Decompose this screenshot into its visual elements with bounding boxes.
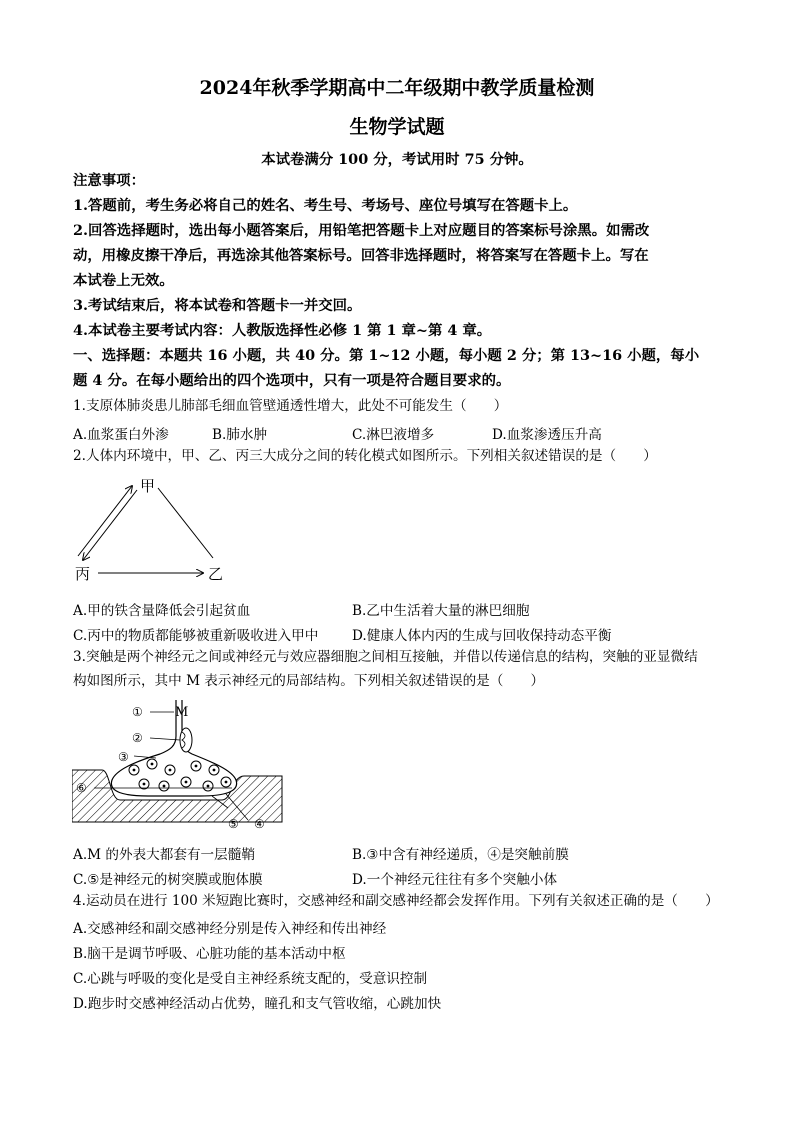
marker-1: ① <box>132 705 143 719</box>
marker-2: ② <box>132 731 143 745</box>
option-a: A.甲的铁含量降低会引起贫血 <box>73 603 251 619</box>
option-c: C.心跳与呼吸的变化是受自主神经系统支配的，受意识控制 <box>73 971 428 987</box>
option-d: D.血浆渗透压升高 <box>492 427 602 443</box>
note-line: 2.回答选择题时，选出每小题答案后，用铅笔把答题卡上对应题目的答案标号涂黑。如需改 <box>73 222 650 239</box>
option-c: C.⑤是神经元的树突膜或胞体膜 <box>73 872 263 888</box>
marker-6: ⑥ <box>76 781 87 795</box>
node-yi: 乙 <box>208 565 224 583</box>
label-m: M <box>175 705 189 720</box>
subject-title: 生物学试题 <box>349 116 445 138</box>
option-d: D.跑步时交感神经活动占优势，瞳孔和支气管收缩，心跳加快 <box>73 996 442 1012</box>
section-heading: 一、选择题：本题共 16 小题，共 40 分。第 1~12 小题，每小题 2 分；第 13~16 小题，每小 <box>73 347 700 364</box>
marker-3: ③ <box>118 750 129 764</box>
node-jia: 甲 <box>140 477 156 495</box>
question-stem: 4.运动员在进行 100 米短跑比赛时，交感神经和副交感神经都会发挥作用。下列有关叙述正确的是（ ） <box>73 893 719 909</box>
note-line: 1.答题前，考生务必将自己的姓名、考生号、考场号、座位号填写在答题卡上。 <box>73 197 578 214</box>
arrow-jia-to-bing <box>83 490 137 560</box>
note-line: 3.考试结束后，将本试卷和答题卡一并交回。 <box>73 297 362 314</box>
option-b: B.脑干是调节呼吸、心脏功能的基本活动中枢 <box>73 946 346 962</box>
option-c: C.淋巴液增多 <box>352 427 435 443</box>
arrow-bing-to-jia <box>78 486 132 556</box>
exam-info: 本试卷满分 100 分，考试用时 75 分钟。 <box>261 151 533 168</box>
question-stem: 1.支原体肺炎患儿肺部毛细血管壁通透性增大，此处不可能发生（ ） <box>73 398 508 414</box>
synapse-diagram <box>72 700 284 838</box>
question-stem: 3.突触是两个神经元之间或神经元与效应器细胞之间相互接触，并借以传递信息的结构，突触的亚显微结 <box>73 649 698 665</box>
note-line: 动，用橡皮擦干净后，再选涂其他答案标号。回答非选择题时，将答案写在答题卡上。写在 <box>73 247 649 264</box>
section-heading: 题 4 分。在每小题给出的四个选项中，只有一项是符合题目要求的。 <box>73 372 511 389</box>
marker-4: ④ <box>254 817 265 831</box>
question-stem: 2.人体内环境中，甲、乙、丙三大成分之间的转化模式如图所示。下列相关叙述错误的是（ ） <box>73 448 657 464</box>
option-b: B.肺水肿 <box>212 427 268 443</box>
triangle-diagram <box>70 474 230 586</box>
presynaptic-terminal <box>111 700 236 796</box>
option-d: D.一个神经元往往有多个突触小体 <box>352 872 558 888</box>
question-stem: 构如图所示，其中 M 表示神经元的局部结构。下列相关叙述错误的是（ ） <box>73 673 545 689</box>
node-bing: 丙 <box>75 565 91 583</box>
note-line: 本试卷上无效。 <box>73 272 174 289</box>
option-a: A.M 的外表大都套有一层髓鞘 <box>73 847 255 863</box>
line-jia-yi <box>158 488 213 558</box>
note-line: 4.本试卷主要考试内容：人教版选择性必修 1 第 1 章~第 4 章。 <box>73 322 492 339</box>
option-a: A.血浆蛋白外渗 <box>73 427 169 443</box>
option-b: B.③中含有神经递质，④是突触前膜 <box>352 847 569 863</box>
exam-title: 2024年秋季学期高中二年级期中教学质量检测 <box>199 77 595 99</box>
marker-5: ⑤ <box>228 817 239 831</box>
notes-heading: 注意事项： <box>73 172 145 189</box>
option-b: B.乙中生活着大量的淋巴细胞 <box>352 603 530 619</box>
option-d: D.健康人体内丙的生成与回收保持动态平衡 <box>352 628 612 644</box>
option-c: C.丙中的物质都能够被重新吸收进入甲中 <box>73 628 319 644</box>
option-a: A.交感神经和副交感神经分别是传入神经和传出神经 <box>73 921 387 937</box>
